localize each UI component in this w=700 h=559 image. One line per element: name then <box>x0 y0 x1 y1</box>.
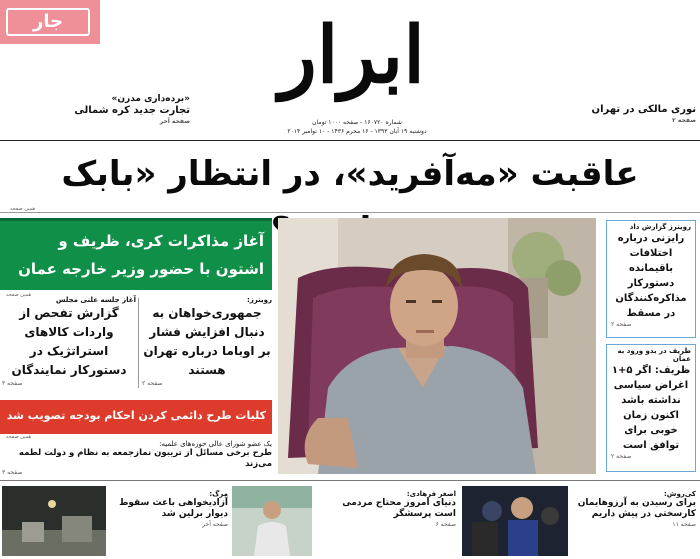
bottom-story-3-kicker: مرگ: <box>209 490 228 498</box>
headline-credit: همین صفحه <box>10 206 36 212</box>
right-box-1-page: صفحه ۲ <box>611 321 632 328</box>
main-headline[interactable]: عاقبت «مه‌آفرید»، در انتظار «بابک <box>61 154 639 194</box>
masthead-logo <box>262 0 442 112</box>
right-box-1-kicker: رویترز گزارش داد <box>629 223 691 231</box>
right-box-2[interactable] <box>606 344 696 472</box>
right-box-2-kicker: ظریف در بدو ورود به عمان <box>617 347 691 363</box>
bottom-photo-2-image <box>232 486 312 556</box>
story-reuters-page: صفحه ۲ <box>142 380 163 387</box>
story-majlis-kicker: آغاز جلسه علنی مجلس <box>55 296 136 304</box>
jar-stamp <box>0 0 100 44</box>
right-teaser[interactable] <box>560 104 696 124</box>
bottom-story-1-page: صفحه ۱۱ <box>672 520 696 528</box>
bottom-story-2[interactable] <box>318 490 456 556</box>
issue-line <box>262 118 452 136</box>
bottom-story-3-title: آزادیخواهی باعث سقوط دیوار برلین شد <box>119 498 228 520</box>
story-majlis-page: صفحه ۳ <box>2 380 23 387</box>
bottom-photo-2[interactable] <box>232 486 312 556</box>
story-reuters-kicker: رویترز: <box>246 296 272 304</box>
issue-line-2: دوشنبه ۱۹ آبان ۱۳۹۳ - ۱۶ محرم ۱۴۳۶ - ۱۰ نوامبر ۲۰۱۴ <box>287 128 427 135</box>
left-teaser-kicker: «برده‌داری مدرن» <box>111 94 190 104</box>
right-box-2-page: صفحه ۲ <box>611 453 632 460</box>
left-teaser-page: صفحه آخر <box>159 117 190 125</box>
green-story-box[interactable] <box>0 218 272 290</box>
green-story-credit: همین صفحه <box>6 292 32 298</box>
green-story-title: آغاز مذاکرات کری، ظریف و اشتون با حضور وزیر خارجه عمان <box>18 232 264 278</box>
story-majlis-title: گزارش تفحص از واردات کالاهای استراتژیک در دستورکار نمایندگان <box>11 306 127 377</box>
red-story-box[interactable] <box>0 400 272 434</box>
story-reuters[interactable] <box>142 296 272 388</box>
headline-divider <box>0 212 700 213</box>
masthead-divider <box>0 140 700 141</box>
bottom-divider <box>0 480 700 481</box>
stamp-label: جار <box>6 8 90 36</box>
bottom-story-3[interactable] <box>110 490 228 556</box>
bottom-photo-1-image <box>462 486 568 556</box>
bottom-photo-3[interactable] <box>2 486 106 556</box>
story-reuters-title: جمهوری‌خواهان به دنبال افزایش فشار بر اوباما درباره تهران هستند <box>143 306 271 377</box>
logo-text: ابرار <box>279 10 425 101</box>
story-hawza-title: طرح برخی مسائل از تریبون نمازجمعه به نظام و دولت لطمه می‌زند <box>18 448 272 469</box>
bottom-photo-3-image <box>2 486 106 556</box>
red-story-title: کلیات طرح دائمی کردن احکام بودجه تصویب شد <box>6 409 266 422</box>
right-teaser-title: نوری مالکی در تهران <box>591 104 696 115</box>
left-teaser[interactable] <box>4 94 190 125</box>
issue-line-1: شماره ۱۶۰۷۲۰ - صفحه ۱۰۰۰ تومان <box>312 119 402 126</box>
red-story-credit: همین صفحه <box>6 434 32 440</box>
right-teaser-page: صفحه ۲ <box>672 116 696 124</box>
right-box-2-title: ظریف: اگر ۵+۱ اغراض سیاسی نداشته باشد اکنون زمان خوبی برای توافق است <box>611 365 691 451</box>
story-hawza-page: صفحه ۳ <box>2 469 23 477</box>
bottom-story-2-kicker: اصغر فرهادی: <box>406 490 456 498</box>
left-teaser-title: تجارت جدید کره شمالی <box>74 105 190 117</box>
bottom-story-1-title: برای رسیدن به آرزوهایمان کارسختی در پیش داریم <box>577 498 696 520</box>
bottom-story-1-kicker: کی‌روش: <box>664 490 696 498</box>
right-box-1[interactable] <box>606 220 696 338</box>
right-box-1-title: رایزنی درباره اختلافات باقیمانده دستورکار مذاکره‌کنندگان در مسقط <box>615 233 687 319</box>
bottom-story-1[interactable] <box>572 490 696 556</box>
lead-photo-image <box>278 218 596 474</box>
story-majlis[interactable] <box>2 296 136 388</box>
column-divider <box>138 298 139 388</box>
story-hawza[interactable] <box>2 440 272 476</box>
story-hawza-kicker: یک عضو شورای عالی حوزه‌های علمیه: <box>159 440 272 448</box>
bottom-story-2-title: دنیای امروز محتاج مردمی است پرسشگر <box>342 498 456 520</box>
bottom-story-3-page: صفحه آخر <box>202 520 228 528</box>
lead-photo[interactable] <box>278 218 596 474</box>
bottom-story-2-page: صفحه ۶ <box>435 520 456 528</box>
bottom-photo-1[interactable] <box>462 486 568 556</box>
